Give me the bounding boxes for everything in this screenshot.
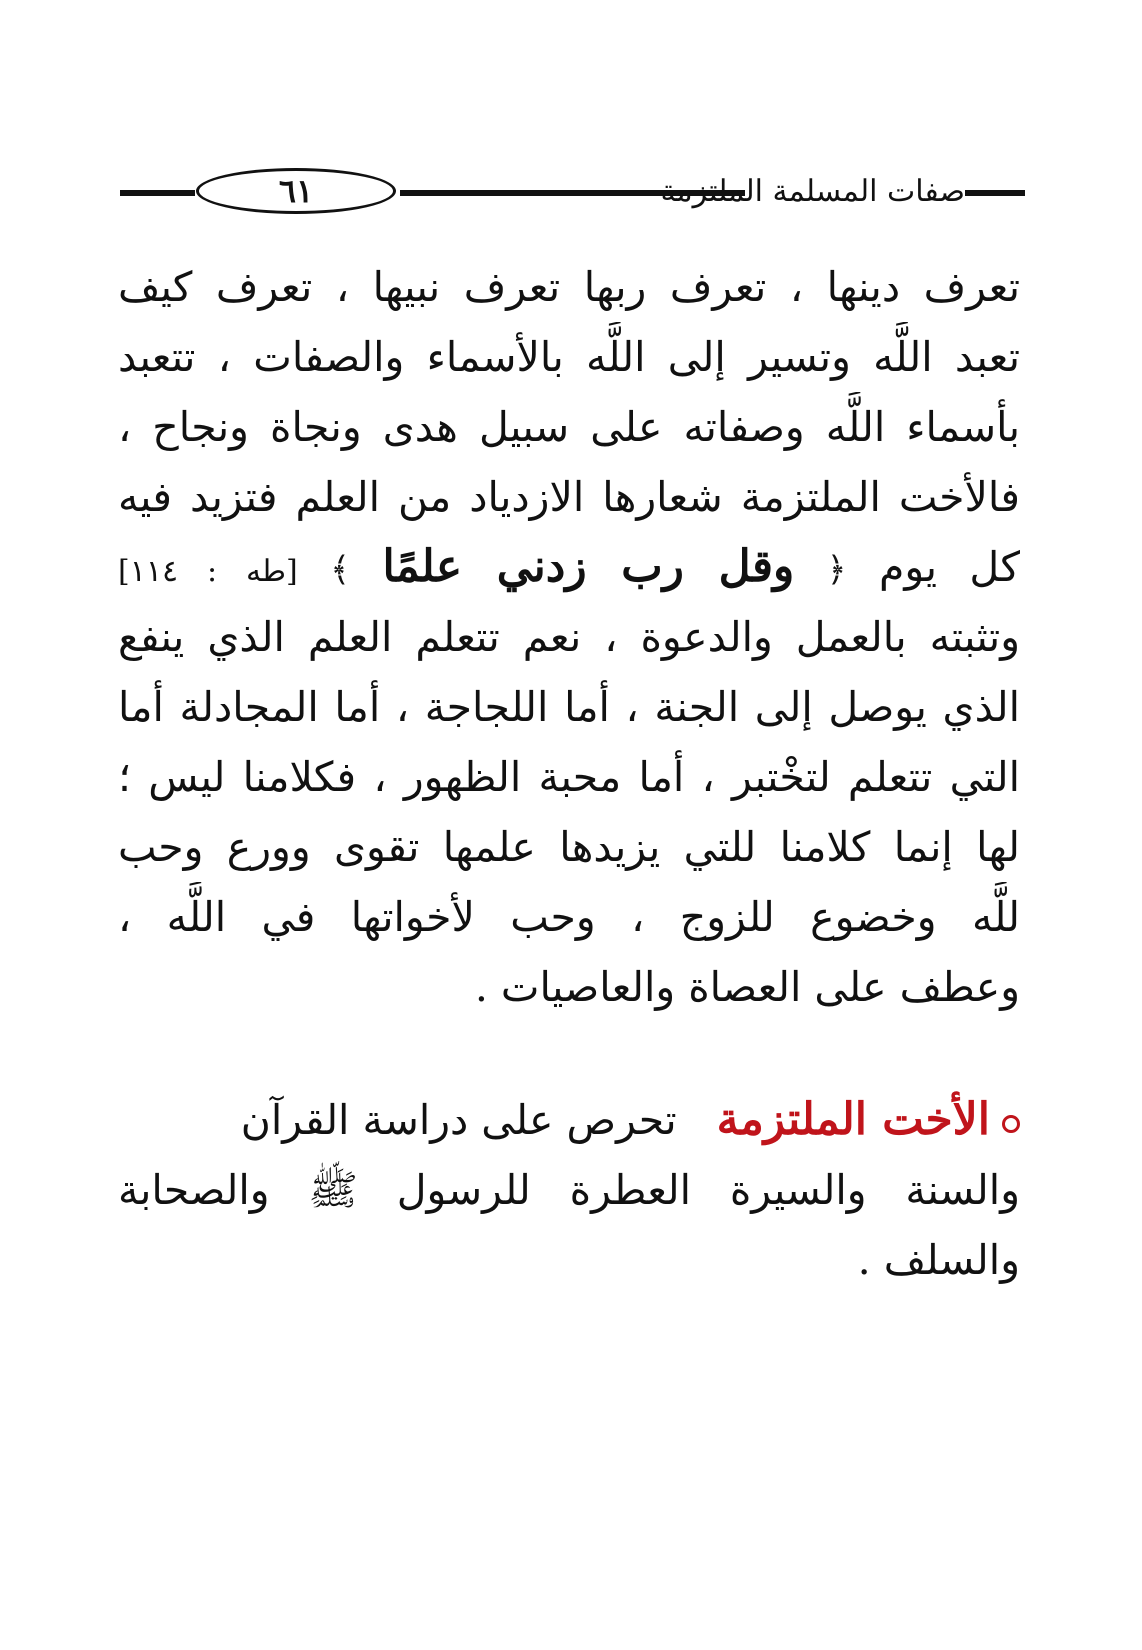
section-paragraph xyxy=(118,1085,1020,1295)
quran-verse: وقل رب زدني علمًا xyxy=(382,541,795,592)
verse-line xyxy=(118,532,1020,602)
page-header xyxy=(120,168,1025,218)
section-line-rest: تحرص على دراسة القرآن xyxy=(240,1096,677,1144)
header-rule-right xyxy=(965,190,1025,196)
verse-close-bracket: ﴾ xyxy=(330,550,351,590)
text-line: وعطف على العصاة والعاصيات . xyxy=(474,963,1020,1011)
verse-lead: كل يوم xyxy=(879,543,1020,591)
header-rule-middle xyxy=(400,190,745,196)
section-heading: الأخت الملتزمة xyxy=(716,1094,990,1145)
text-line: وتثبته بالعمل والدعوة ، نعم تتعلم العلم الذي ينفع xyxy=(118,613,1020,661)
text-line: الذي يوصل إلى الجنة ، أما اللجاجة ، أما المجادلة أما xyxy=(118,683,1020,731)
page-number: ٦١ xyxy=(196,168,396,214)
text-line: والسلف . xyxy=(857,1236,1020,1284)
circle-bullet-icon xyxy=(1002,1115,1020,1133)
text-line: والسنة والسيرة العطرة للرسول ﷺ والصحابة xyxy=(118,1166,1020,1214)
text-line: لها إنما كلامنا للتي يزيدها علمها تقوى وورع وحب xyxy=(118,823,1020,871)
section-heading-line xyxy=(118,1085,1020,1155)
body-paragraph xyxy=(118,252,1020,1022)
header-rule-left xyxy=(120,190,195,196)
verse-open-bracket: ﴿ xyxy=(826,550,847,590)
text-line: للَّه وخضوع للزوج ، وحب لأخواتها في اللَّه ، xyxy=(118,893,1020,941)
text-line: التي تتعلم لتخْتبر ، أما محبة الظهور ، فكلامنا ليس ؛ xyxy=(118,753,1020,801)
verse-reference: [طه : ١١٤] xyxy=(118,554,298,589)
text-line: بأسماء اللَّه وصفاته على سبيل هدى ونجاة ونجاح ، xyxy=(118,403,1020,451)
text-line: تعرف دينها ، تعرف ربها تعرف نبيها ، تعرف كيف xyxy=(118,263,1020,311)
text-line: تعبد اللَّه وتسير إلى اللَّه بالأسماء والصفات ، تتعبد xyxy=(118,333,1020,381)
running-title: صفات المسلمة الملتزمة xyxy=(660,174,965,209)
text-line: فالأخت الملتزمة شعارها الازدياد من العلم فتزيد فيه xyxy=(118,473,1020,521)
